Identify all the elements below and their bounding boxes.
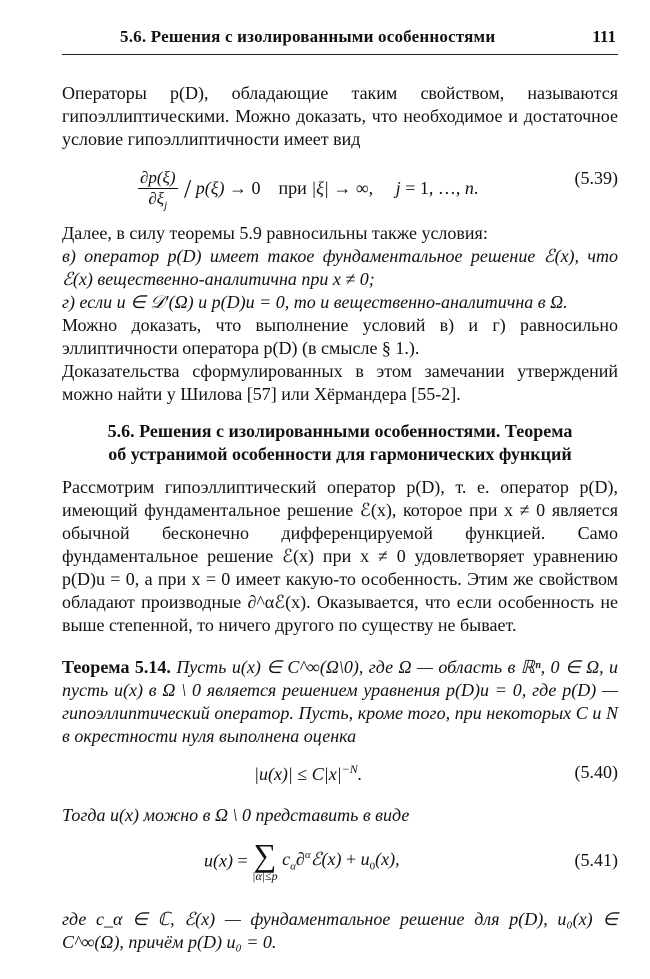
equation-5-40-body: $|u(x)| \le C|x|^{-N}$. [254, 762, 363, 784]
paragraph-references: Доказательства сформулированных в этом замечании утверждений можно найти у Шилова [57] или Хёрмандера [55-2]. [62, 361, 618, 404]
paragraph-representation: Тогда u(x) можно в Ω \ 0 представить в виде [62, 805, 410, 825]
paragraph-hypoelliptic: Рассмотрим гипоэллиптический оператор p(D), т. е. оператор p(D), имеющий фундаментальное решение ℰ(x), которое при x ≠ 0 является обычной бесконечно дифференцируемой функцией. Само фундаментальное решение ℰ(x) при x ≠ 0 удовлетворяет уравнению p(D)u = 0, а при x = 0 имеет какую-то особенность. Этим же свойством обладают производные ∂^αℰ(x). Оказывается, что если особенность не выше степенной, то ничего другого по существу не бывает. [62, 477, 618, 635]
page-number: 111 [592, 27, 616, 46]
equation-5-39 [62, 158, 618, 212]
equation-number: (5.40) [574, 762, 618, 782]
running-head [62, 24, 618, 55]
equation-number: (5.39) [574, 168, 618, 188]
condition-v: в) оператор p(D) имеет такое фундаментальное решение ℰ(x), что ℰ(x) вещественно-аналитична при x ≠ 0; [62, 246, 618, 289]
running-head-title: 5.6. Решения с изолированными особенностями [120, 27, 496, 46]
theorem-label: Теорема 5.14. [62, 657, 171, 677]
theorem-body: Пусть u(x) ∈ C^∞(Ω\0), где Ω — область в ℝⁿ, 0 ∈ Ω, и пусть u(x) в Ω \ 0 является решением уравнения p(D)u = 0, где p(D) — гипоэллиптический оператор. Пусть, кроме того, при некоторых C и N в окрестности нуля выполнена оценка [62, 657, 619, 746]
equation-5-41 [62, 832, 618, 892]
theorem-5-14 [62, 656, 618, 748]
condition-g: г) если u ∈ 𝒟′(Ω) и p(D)u = 0, то u вещественно-аналитична в Ω. [62, 292, 568, 312]
equation-5-39-body: $\frac{\partial p(\xi)}{\partial\xi_j}$ / p(ξ) → 0 при |ξ| → ∞, j = 1, …, n. [140, 168, 479, 212]
section-heading-line2: об устранимой особенности для гармонических функций [108, 444, 572, 464]
section-heading-line1: 5.6. Решения с изолированными особенностями. Теорема [107, 421, 573, 441]
paragraph-intro: Операторы p(D), обладающие таким свойством, называются гипоэллиптическими. Можно доказать, что необходимое и достаточное условие гипоэллиптичности имеет вид [62, 83, 618, 149]
paragraph-conclusion: где c_α ∈ ℂ, ℰ(x) — фундаментальное решение для p(D), u₀(x) ∈ C^∞(Ω), причём p(D) u₀ = 0. [62, 909, 618, 952]
paragraph-ellipticity: Можно доказать, что выполнение условий в) и г) равносильно эллиптичности оператора p(D) (в смысле § 1.). [62, 315, 618, 358]
equation-5-41-body: u(x) = ∑ |α|≤p $c_\alpha\partial^\alpha ℰ(x) + u_0(x)$, [204, 837, 400, 883]
equation-5-40 [62, 752, 618, 796]
equation-number: (5.41) [574, 850, 618, 870]
section-heading [62, 420, 618, 466]
paragraph-conditions: Далее, в силу теоремы 5.9 равносильны также условия: [62, 223, 488, 243]
